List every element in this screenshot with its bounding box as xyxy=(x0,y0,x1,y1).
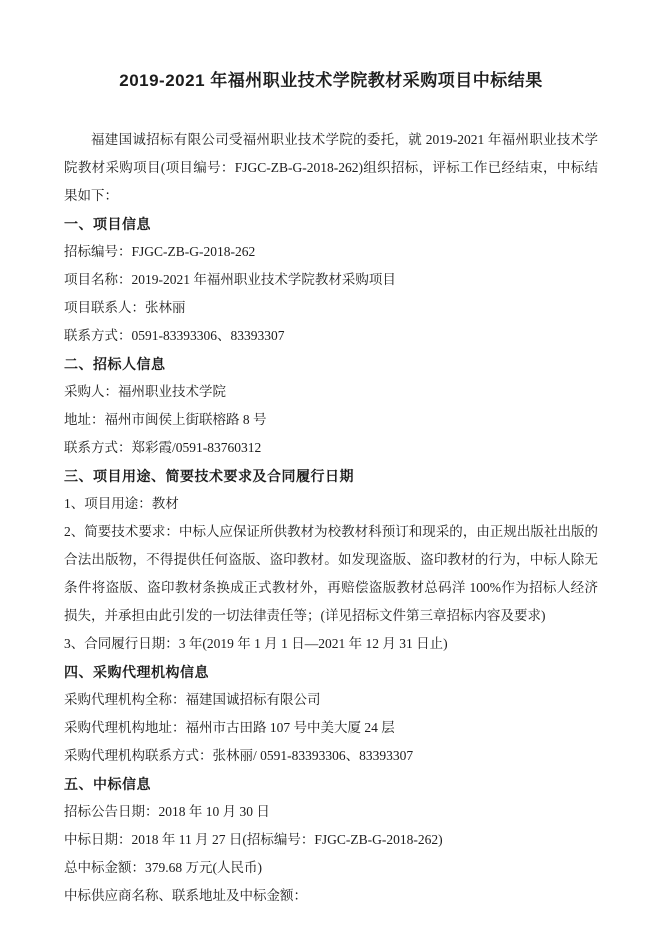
doc-line: 招标编号：FJGC-ZB-G-2018-262 xyxy=(64,244,256,259)
section-heading: 一、项目信息 xyxy=(64,216,151,232)
doc-line: 联系方式：郑彩霞/0591-83760312 xyxy=(64,440,262,455)
doc-line: 中标供应商名称、联系地址及中标金额： xyxy=(64,888,307,903)
page-title: 2019-2021 年福州职业技术学院教材采购项目中标结果 xyxy=(119,71,543,90)
intro-paragraph: 福建国诚招标有限公司受福州职业技术学院的委托，就 2019-2021 年福州职业技术学院教材采购项目(项目编号：FJGC-ZB-G-2018-262)组织招标，评标工作已经结束，中标结果如下： xyxy=(64,132,598,203)
section-heading: 二、招标人信息 xyxy=(64,356,166,372)
section-agency-info xyxy=(64,658,598,770)
doc-line: 1、项目用途：教材 xyxy=(64,496,179,511)
section-heading: 五、中标信息 xyxy=(64,776,151,792)
section-requirements xyxy=(64,462,598,658)
doc-line: 2、简要技术要求：中标人应保证所供教材为校教材科预订和现采的，由正规出版社出版的合法出版物，不得提供任何盗版、盗印教材。如发现盗版、盗印教材的行为，中标人除无条件将盗版、盗印教材条换成正式教材外，再赔偿盗版教材总码洋 100%作为招标人经济损失，并承担由此引发的一切法律责任等；(详见招标文件第三章招标内容及要求) xyxy=(64,524,598,623)
doc-line: 项目名称：2019-2021 年福州职业技术学院教材采购项目 xyxy=(64,272,396,287)
section-heading: 三、项目用途、简要技术要求及合同履行日期 xyxy=(64,468,354,484)
doc-line: 采购人：福州职业技术学院 xyxy=(64,384,226,399)
doc-line: 招标公告日期：2018 年 10 月 30 日 xyxy=(64,804,270,819)
doc-line: 总中标金额：379.68 万元(人民币) xyxy=(64,860,262,875)
doc-line: 3、合同履行日期：3 年(2019 年 1 月 1 日—2021 年 12 月 31 日止) xyxy=(64,636,448,651)
doc-line: 项目联系人：张林丽 xyxy=(64,300,186,315)
doc-line: 地址：福州市闽侯上街联榕路 8 号 xyxy=(64,412,267,427)
doc-line: 联系方式：0591-83393306、83393307 xyxy=(64,328,285,343)
doc-line: 采购代理机构全称：福建国诚招标有限公司 xyxy=(64,692,321,707)
doc-line: 中标日期：2018 年 11 月 27 日(招标编号：FJGC-ZB-G-2018-262) xyxy=(64,832,443,847)
section-heading: 四、采购代理机构信息 xyxy=(64,664,209,680)
section-tenderer-info xyxy=(64,350,598,462)
section-award-info xyxy=(64,770,598,910)
doc-line: 采购代理机构地址：福州市古田路 107 号中美大厦 24 层 xyxy=(64,720,395,735)
doc-line: 采购代理机构联系方式：张林丽/ 0591-83393306、83393307 xyxy=(64,748,414,763)
section-project-info xyxy=(64,210,598,350)
